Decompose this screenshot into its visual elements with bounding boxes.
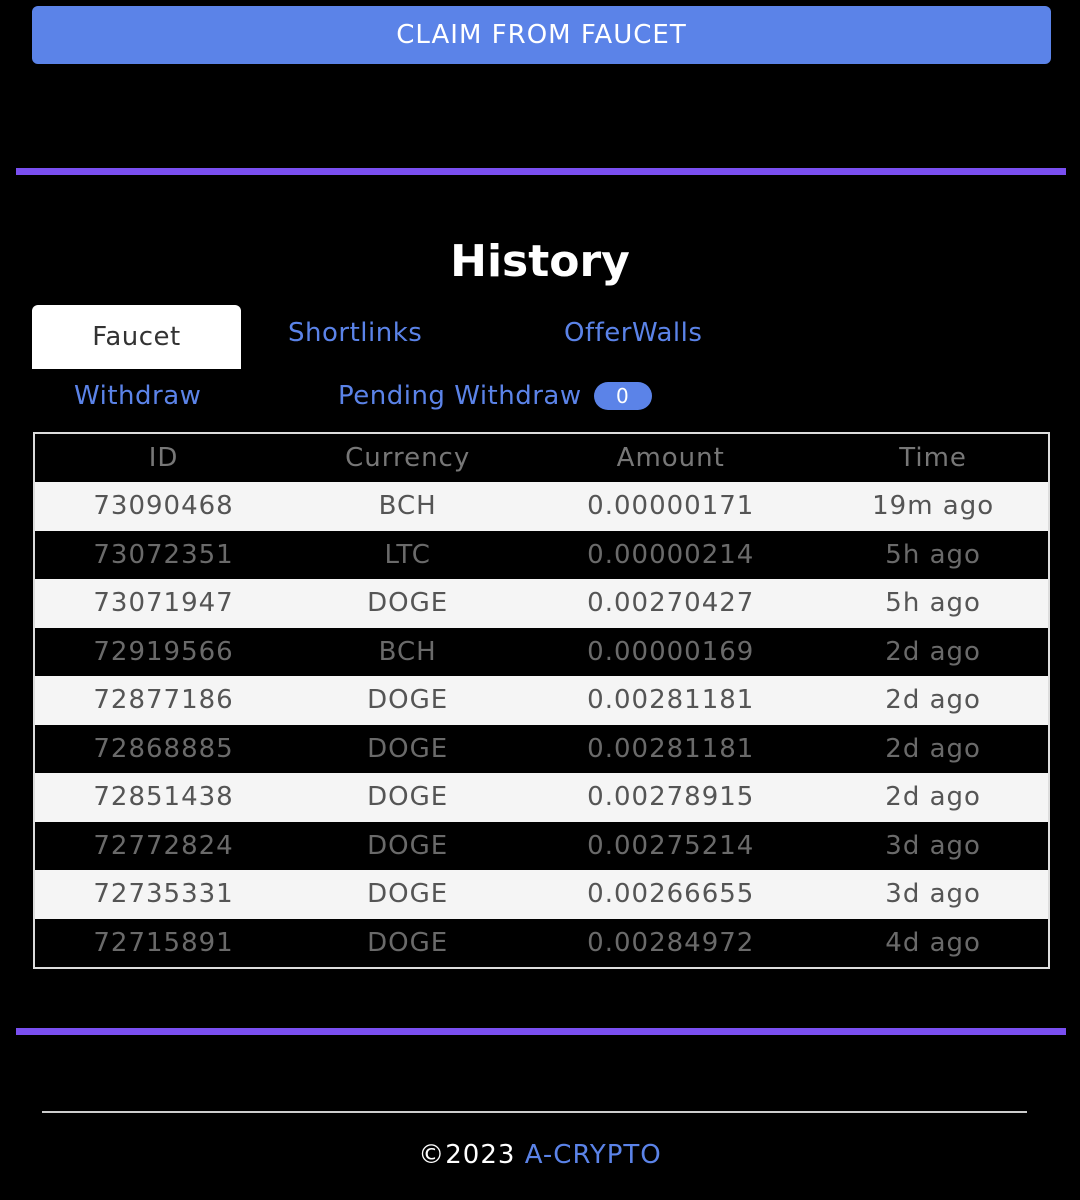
cell-currency: BCH: [292, 628, 523, 677]
cell-currency: DOGE: [292, 919, 523, 969]
table-row: [34, 482, 1049, 531]
table-row: [34, 773, 1049, 822]
tab-shortlinks[interactable]: Shortlinks: [288, 318, 423, 348]
column-header-id: ID: [34, 433, 292, 482]
cell-amount: 0.00281181: [523, 725, 818, 774]
cell-id: 72772824: [34, 822, 292, 871]
column-header-currency: Currency: [292, 433, 523, 482]
table-row: [34, 919, 1049, 969]
cell-amount: 0.00275214: [523, 822, 818, 871]
cell-id: 72715891: [34, 919, 292, 969]
cell-time: 5h ago: [818, 579, 1049, 628]
cell-time: 3d ago: [818, 822, 1049, 871]
table-row: [34, 676, 1049, 725]
cell-time: 2d ago: [818, 676, 1049, 725]
cell-currency: DOGE: [292, 870, 523, 919]
cell-id: 73071947: [34, 579, 292, 628]
cell-currency: DOGE: [292, 579, 523, 628]
cell-id: 72919566: [34, 628, 292, 677]
column-header-amount: Amount: [523, 433, 818, 482]
table-row: [34, 725, 1049, 774]
cell-time: 2d ago: [818, 773, 1049, 822]
claim-faucet-button[interactable]: CLAIM FROM FAUCET: [32, 6, 1051, 64]
cell-time: 2d ago: [818, 628, 1049, 677]
cell-id: 72735331: [34, 870, 292, 919]
cell-id: 73090468: [34, 482, 292, 531]
cell-amount: 0.00000169: [523, 628, 818, 677]
tab-offerwalls[interactable]: OfferWalls: [564, 318, 703, 348]
cell-amount: 0.00278915: [523, 773, 818, 822]
cell-amount: 0.00270427: [523, 579, 818, 628]
table-row: [34, 822, 1049, 871]
tab-faucet[interactable]: Faucet: [32, 305, 241, 369]
cell-amount: 0.00284972: [523, 919, 818, 969]
pending-count-badge: 0: [594, 382, 652, 410]
footer-rule: [42, 1111, 1027, 1113]
tab-pending-withdraw-label: Pending Withdraw: [338, 381, 582, 411]
copyright-text: ©2023: [418, 1140, 525, 1170]
table-row: [34, 628, 1049, 677]
history-table: [33, 432, 1050, 969]
cell-time: 2d ago: [818, 725, 1049, 774]
cell-time: 5h ago: [818, 531, 1049, 580]
cell-currency: BCH: [292, 482, 523, 531]
tab-pending-withdraw[interactable]: [338, 381, 652, 411]
section-divider: [16, 168, 1066, 175]
cell-time: 19m ago: [818, 482, 1049, 531]
cell-id: 73072351: [34, 531, 292, 580]
section-divider: [16, 1028, 1066, 1035]
table-row: [34, 870, 1049, 919]
tab-withdraw[interactable]: Withdraw: [74, 381, 202, 411]
cell-amount: 0.00000214: [523, 531, 818, 580]
table-row: [34, 531, 1049, 580]
cell-id: 72868885: [34, 725, 292, 774]
cell-id: 72851438: [34, 773, 292, 822]
cell-time: 3d ago: [818, 870, 1049, 919]
history-title: History: [450, 236, 630, 287]
cell-currency: DOGE: [292, 773, 523, 822]
column-header-time: Time: [818, 433, 1049, 482]
cell-id: 72877186: [34, 676, 292, 725]
cell-amount: 0.00000171: [523, 482, 818, 531]
cell-amount: 0.00281181: [523, 676, 818, 725]
cell-time: 4d ago: [818, 919, 1049, 969]
table-row: [34, 579, 1049, 628]
cell-currency: LTC: [292, 531, 523, 580]
cell-currency: DOGE: [292, 725, 523, 774]
cell-currency: DOGE: [292, 822, 523, 871]
brand-link[interactable]: A-CRYPTO: [524, 1140, 662, 1170]
cell-amount: 0.00266655: [523, 870, 818, 919]
cell-currency: DOGE: [292, 676, 523, 725]
footer: [0, 1140, 1080, 1170]
table-header-row: [34, 433, 1049, 482]
